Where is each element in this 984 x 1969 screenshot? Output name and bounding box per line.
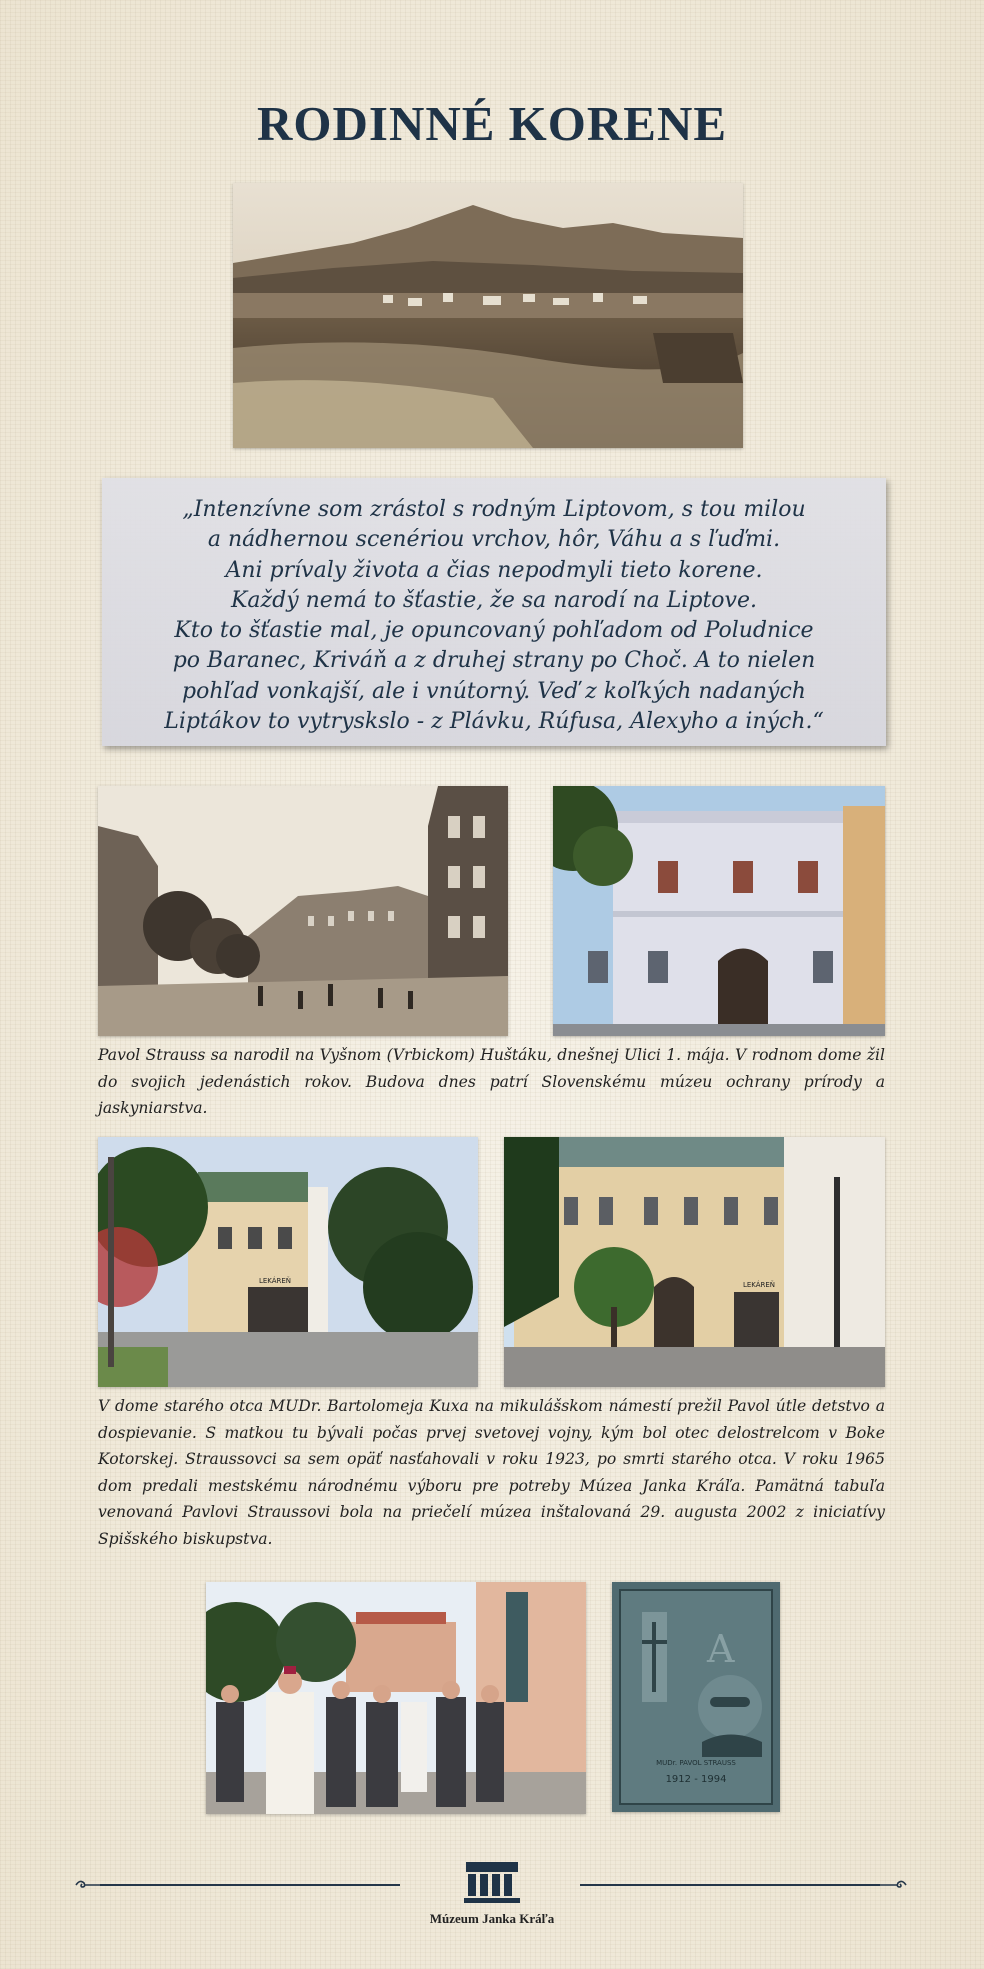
shop-sign-text: LEKÁREŇ — [742, 1281, 776, 1289]
quote-line: a nádhernou scenériou vrchov, hôr, Váhu a s ľuďmi. — [207, 527, 781, 553]
quote-line: Liptákov to vytryskslo - z Plávku, Rúfusa, Alexyho a iných.“ — [164, 709, 824, 735]
plaque-years-text: 1912 - 1994 — [665, 1774, 727, 1785]
grandfather-house-caption: V dome starého otca MUDr. Bartolomeja Kuxa na mikulášskom námestí prežil Pavol útle detstvo a dospievanie. S matkou tu bývali počas prvej svetovej vojny, kým bol otec delostrelcom v Boke Kotorskej. Straussovci sa sem opäť nasťahovali v roku 1923, po smrti starého otca. V roku 1965 dom predali mestskému národnému výboru pre potreby Múzea Janka Kráľa. Pamätná tabuľa venovaná Pavlovi Straussovi bola na priečelí múzea inštalovaná 29. augusta 2002 z iniciatívy Spišského biskupstva. — [98, 1397, 885, 1548]
landscape-photo — [233, 183, 743, 448]
quote-line: Ani prívaly života a čias nepodmyli tieto korene. — [225, 557, 763, 583]
quote-line: po Baranec, Kriváň a z druhej strany po Choč. A to nielen — [172, 648, 816, 674]
memorial-plaque-photo — [612, 1582, 780, 1812]
plaque-name-text: MUDr. PAVOL STRAUSS — [656, 1759, 736, 1767]
quote-text — [102, 495, 886, 737]
left-ornament-icon — [74, 1878, 102, 1892]
footer-line-right — [580, 1884, 880, 1886]
museum-front-photo — [504, 1137, 885, 1387]
birth-house-photo — [553, 786, 885, 1036]
svg-text:A: A — [707, 1627, 735, 1671]
birth-house-caption: Pavol Strauss sa narodil na Vyšnom (Vrbickom) Huštáku, dnešnej Ulici 1. mája. V rodnom dome žil do svojich jedenástich rokov. Budova dnes patrí Slovenskému múzeu ochrany prírody a jaskyniarstva. — [98, 1046, 885, 1118]
shop-sign-text: LEKÁREŇ — [258, 1277, 292, 1285]
page-title: RODINNÉ KORENE — [256, 96, 728, 151]
historic-street-photo — [98, 786, 508, 1036]
quote-box — [102, 478, 886, 746]
museum-logo-icon — [462, 1860, 522, 1904]
quote-line: „Intenzívne som zrástol s rodným Liptovom, s tou milou — [182, 497, 806, 522]
right-ornament-icon — [880, 1878, 908, 1892]
plaque-ceremony-photo — [206, 1582, 586, 1814]
museum-logo-text: Múzeum Janka Kráľa — [429, 1911, 555, 1926]
footer-line-left — [100, 1884, 400, 1886]
quote-line: Kto to šťastie mal, je opuncovaný pohľadom od Poludnice — [174, 618, 814, 644]
quote-line: pohľad vonkajší, ale i vnútorný. Veď z koľkých nadaných — [182, 678, 806, 704]
square-house-photo — [98, 1137, 478, 1387]
quote-line: Každý nemá to šťastie, že sa narodí na Liptove. — [230, 587, 757, 613]
